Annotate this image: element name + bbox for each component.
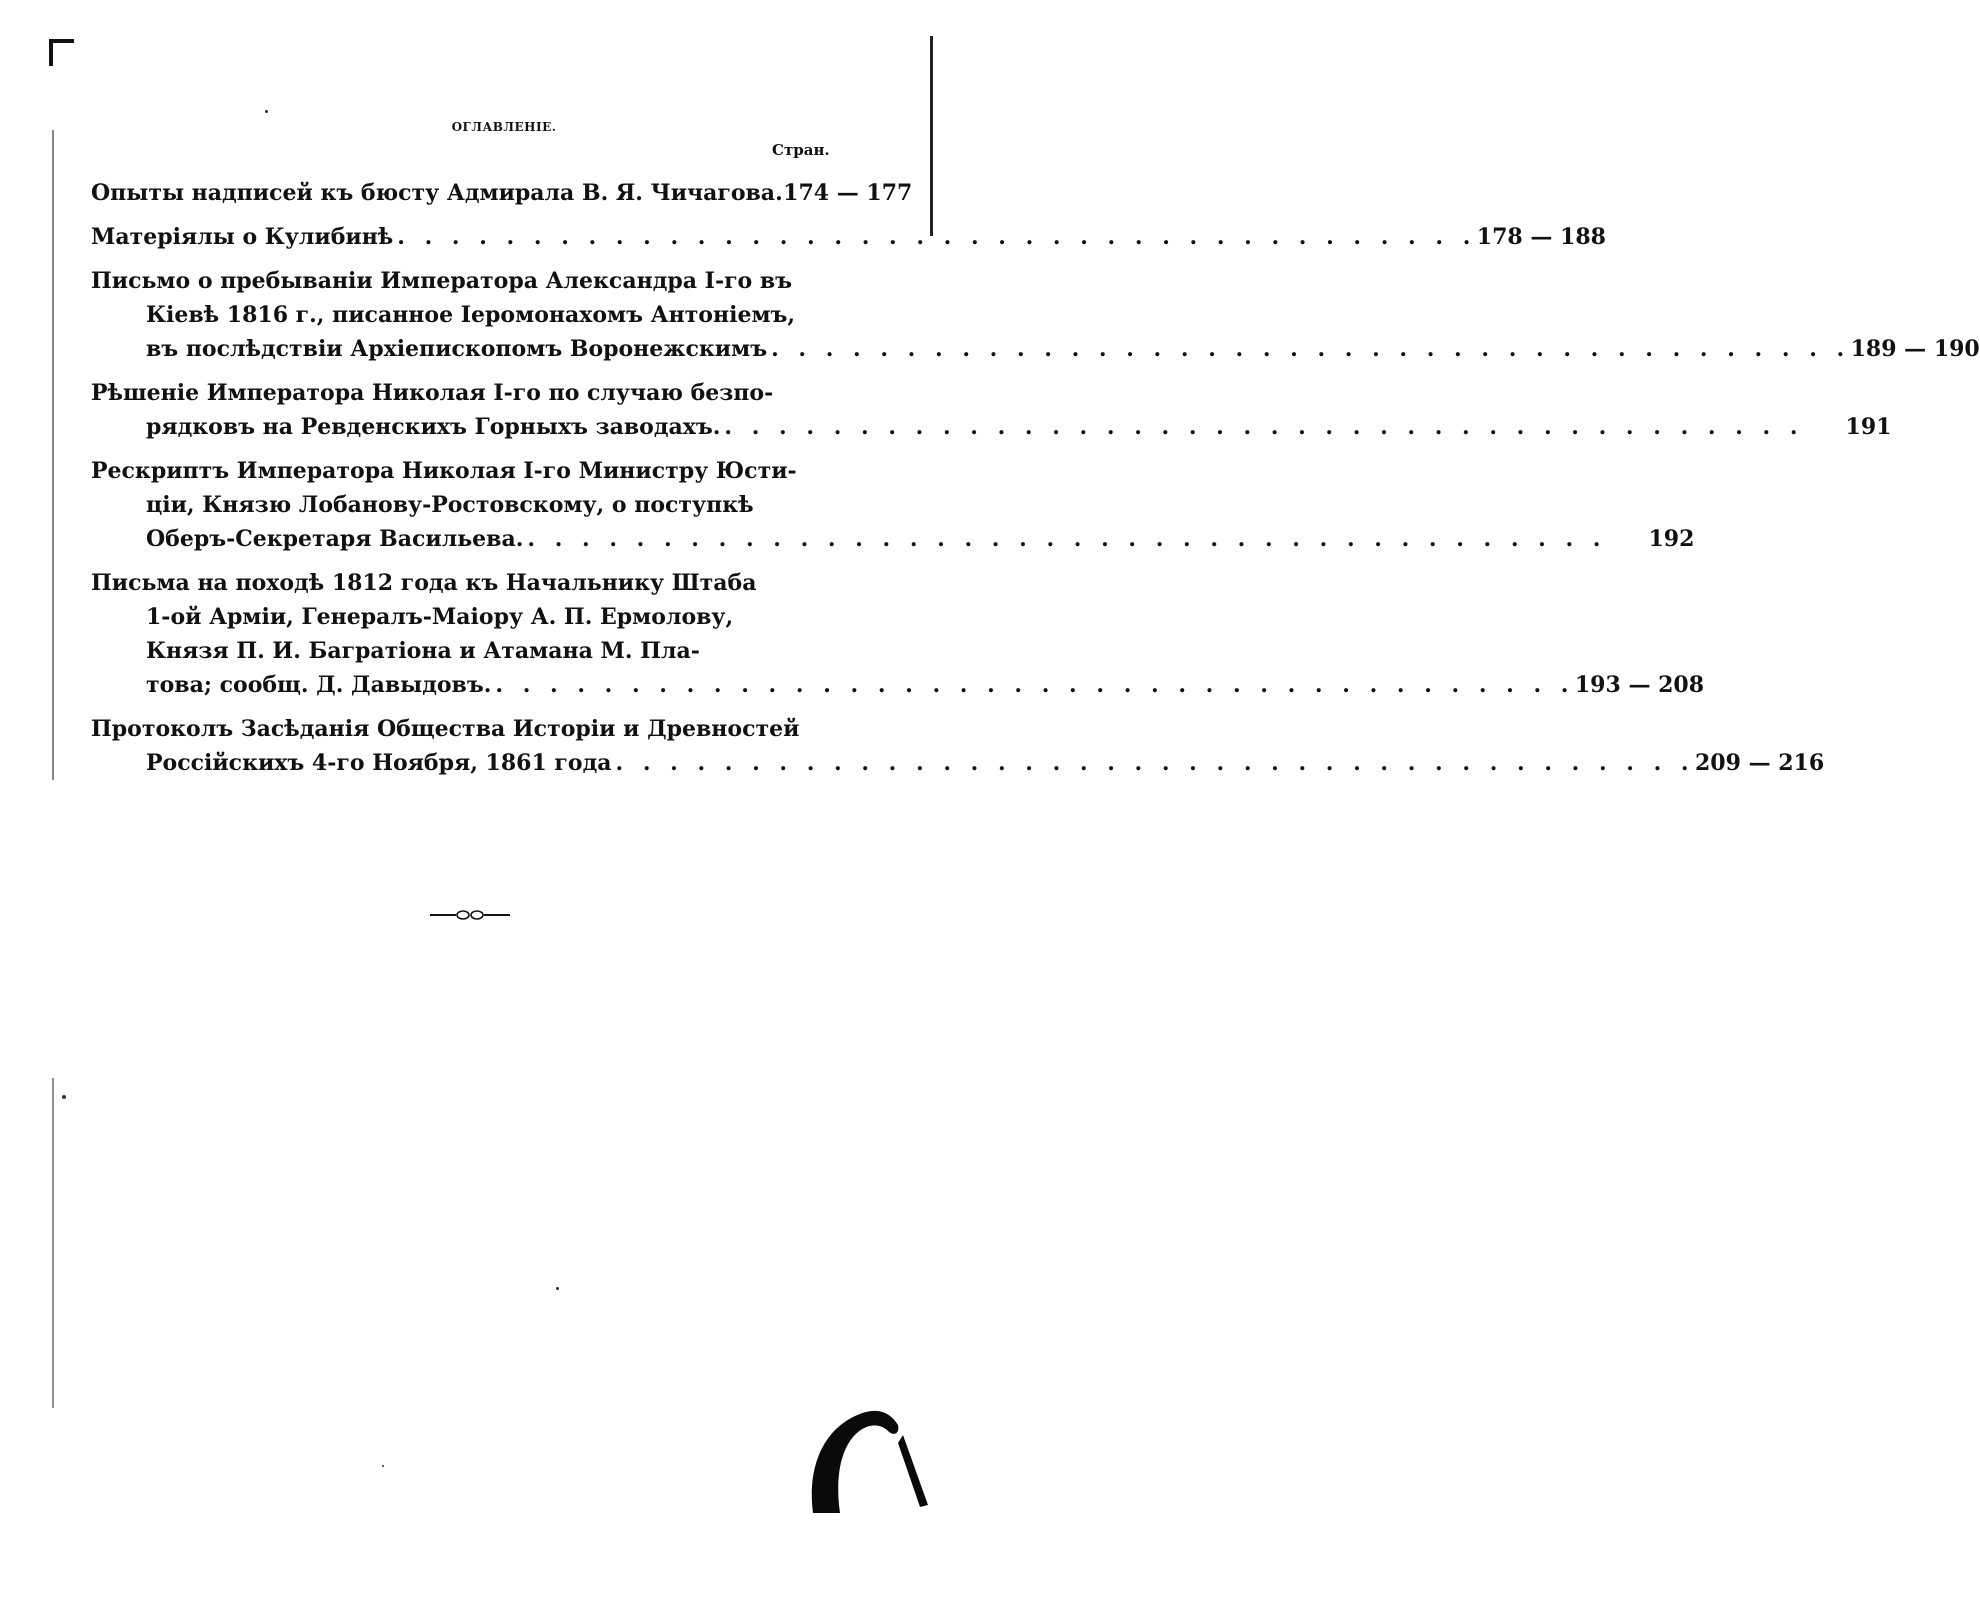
toc-line-text-wrap xyxy=(91,522,1606,556)
toc-line xyxy=(91,488,851,522)
toc-line-text-wrap xyxy=(91,712,799,746)
toc-entry xyxy=(91,220,1606,254)
corner-mark xyxy=(48,38,78,68)
left-margin-rule xyxy=(52,130,54,780)
toc-line-text: Опыты надписей къ бюсту Адмирала В. Я. Чичагова. xyxy=(91,180,783,206)
toc-line-text: Рѣшеніе Императора Николая І-го по случаю безпо- xyxy=(91,380,774,406)
speck xyxy=(556,1287,559,1290)
toc-line xyxy=(91,332,1980,366)
toc-line xyxy=(91,176,913,210)
right-margin-rule xyxy=(930,36,933,236)
toc-page-range: 189 — 190 xyxy=(1850,336,1980,362)
toc-page-range: 174 — 177 xyxy=(783,180,913,206)
toc-line-text-wrap xyxy=(91,264,792,298)
toc-line-text-wrap xyxy=(91,600,733,634)
toc-page-range: 191 xyxy=(1845,414,1892,440)
toc-line-text: Россійскихъ 4-го Ноября, 1861 года xyxy=(146,750,612,776)
toc-line xyxy=(91,566,851,600)
toc-line xyxy=(91,668,1705,702)
toc-line-text: Князя П. И. Багратіона и Атамана М. Пла- xyxy=(146,638,700,664)
toc-line-text: Письма на походѣ 1812 года къ Начальнику Штаба xyxy=(91,570,757,596)
toc-line xyxy=(91,220,1606,254)
toc-line-text: 1-ой Арміи, Генералъ-Маіору А. П. Ермолову, xyxy=(146,604,734,630)
toc-line-text: Протоколъ Засѣданія Общества Исторіи и Древностей xyxy=(91,716,800,742)
toc-line-text-wrap xyxy=(91,634,721,668)
dot-leader: . . . . . . . . . . . . . . . . . . . . . . . . . . . . . . . . . . . . . . . . xyxy=(771,336,1851,362)
toc-line-text-wrap xyxy=(91,746,1695,780)
speck xyxy=(62,1095,66,1099)
toc-page-range: 193 — 208 xyxy=(1574,672,1705,698)
toc-entry xyxy=(91,454,1695,556)
toc-line-text-wrap xyxy=(91,376,773,410)
dot-leader: . . . . . . . . . . . . . . . . . . . . . . . . . . . . . . . . . . . . . . . . xyxy=(724,414,1804,440)
toc-line xyxy=(91,712,851,746)
toc-line-text-wrap xyxy=(91,454,797,488)
toc-entry xyxy=(91,712,1825,780)
toc-line xyxy=(91,634,851,668)
toc-line-text: Письмо о пребываніи Императора Александра І-го въ xyxy=(91,268,793,294)
toc-line xyxy=(91,454,851,488)
toc-line-text: това; сообщ. Д. Давыдовъ. xyxy=(146,672,492,698)
toc-line xyxy=(91,376,851,410)
toc-line-text: Рескриптъ Императора Николая І-го Министру Юсти- xyxy=(91,458,797,484)
toc-line-text-wrap xyxy=(91,298,795,332)
toc-line-text: ціи, Князю Лобанову-Ростовскому, о поступкѣ xyxy=(146,492,754,518)
pages-column-header: Стран. xyxy=(772,141,830,159)
toc-line xyxy=(91,746,1825,780)
toc-line-text-wrap xyxy=(91,668,1574,702)
toc-line xyxy=(91,522,1695,556)
toc-line-text-wrap xyxy=(91,176,783,210)
dot-leader: . . . . . . . . . . . . . . . . . . . . . . . . . . . . . . . . . . . . . . . . xyxy=(495,672,1575,698)
toc-line xyxy=(91,298,851,332)
toc-line-text: Матеріялы о Кулибинѣ xyxy=(91,224,394,250)
left-margin-rule-lower xyxy=(52,1078,54,1408)
ornament-divider xyxy=(430,905,510,925)
toc-page-range: 192 xyxy=(1648,526,1695,552)
toc-entry xyxy=(91,264,1980,366)
dot-leader: . . . . . . . . . . . . . . . . . . . . . . . . . . . . . . . . . . . . . . . . xyxy=(527,526,1607,552)
table-of-contents xyxy=(91,176,1980,790)
page-title: ОГЛАВЛЕНІЕ. xyxy=(451,120,557,134)
toc-line-text-wrap xyxy=(91,220,1476,254)
speck xyxy=(382,1465,384,1467)
toc-line-text-wrap xyxy=(91,332,1850,366)
toc-page-range: 178 — 188 xyxy=(1476,224,1606,250)
toc-line xyxy=(91,264,851,298)
toc-line-text-wrap xyxy=(91,488,754,522)
toc-line-text: въ послѣдствіи Архіепископомъ Воронежскимъ xyxy=(146,336,768,362)
toc-page-range: 209 — 216 xyxy=(1694,750,1825,776)
ink-blot xyxy=(808,1395,938,1515)
toc-entry xyxy=(91,376,1892,444)
toc-line xyxy=(91,600,851,634)
toc-line-text: рядковъ на Ревденскихъ Горныхъ заводахъ. xyxy=(146,414,721,440)
toc-entry xyxy=(91,566,1705,702)
speck xyxy=(265,110,268,113)
toc-entry xyxy=(91,176,913,210)
dot-leader: . . . . . . . . . . . . . . . . . . . . . . . . . . . . . . . . . . . . . . . . xyxy=(397,224,1477,250)
dot-leader: . . . . . . . . . . . . . . . . . . . . . . . . . . . . . . . . . . . . . . . . xyxy=(615,750,1695,776)
toc-line-text-wrap xyxy=(91,410,1804,444)
toc-line-text: Кіевѣ 1816 г., писанное Іеромонахомъ Антоніемъ, xyxy=(146,302,796,328)
toc-line xyxy=(91,410,1892,444)
toc-line-text: Оберъ-Секретаря Васильева. xyxy=(146,526,524,552)
toc-line-text-wrap xyxy=(91,566,756,600)
